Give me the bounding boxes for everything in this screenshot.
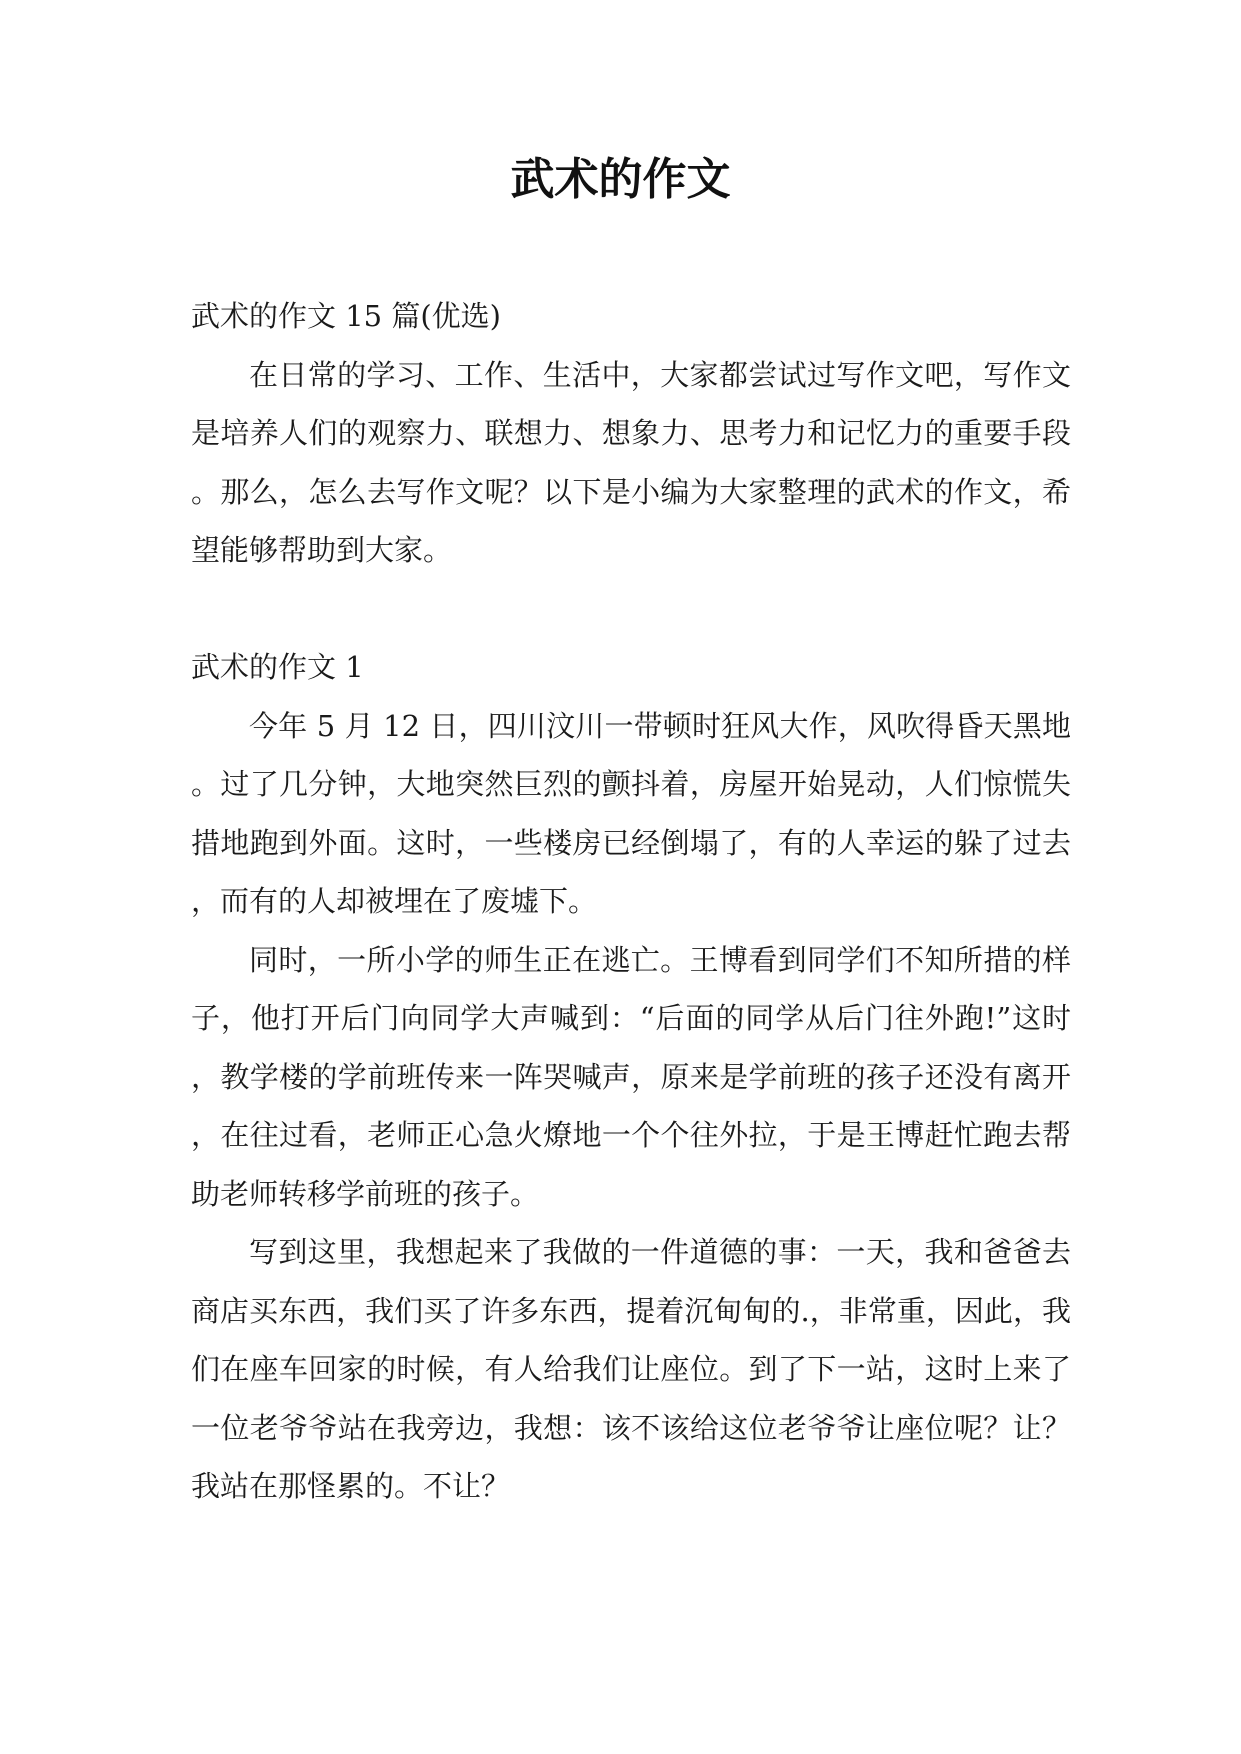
intro-paragraph: 在日常的学习、工作、生活中，大家都尝试过写作文吧，写作文是培养人们的观察力、联想力、想象力、思考力和记忆力的重要手段。那么，怎么去写作文呢？以下是小编为大家整理的武术的作文，希望能够帮助到大家。 [191, 357, 1071, 567]
body-paragraph: 同时，一所小学的师生正在逃亡。王博看到同学们不知所措的样子，他打开后门向同学大声喊到：“后面的同学从后门往外跑!”这时，教学楼的学前班传来一阵哭喊声，原来是学前班的孩子还没有离开，在往过看，老师正心急火燎地一个个往外拉，于是王博赶忙跑去帮助老师转移学前班的孩子。 [191, 942, 1071, 1211]
body-paragraph: 写到这里，我想起来了我做的一件道德的事：一天，我和爸爸去商店买东西，我们买了许多东西，提着沉甸甸的.，非常重，因此，我们在座车回家的时候，有人给我们让座位。到了下一站，这时上来了一位老爷爷站在我旁边，我想：该不该给这位老爷爷让座位呢？让？我站在那怪累的。不让？ [191, 1235, 1071, 1503]
document-title: 武术的作文 [510, 154, 731, 205]
section-spacer [191, 580, 1071, 639]
document-body [191, 287, 1071, 1516]
section-heading: 武术的作文 1 [191, 650, 364, 684]
document-subtitle: 武术的作文 15 篇(优选) [191, 299, 501, 333]
body-paragraph: 今年 5 月 12 日，四川汶川一带顿时狂风大作，风吹得昏天黑地。过了几分钟，大地突然巨烈的颤抖着，房屋开始晃动，人们惊慌失措地跑到外面。这时，一些楼房已经倒塌了，有的人幸运的躲了过去，而有的人却被埋在了废墟下。 [191, 708, 1071, 918]
